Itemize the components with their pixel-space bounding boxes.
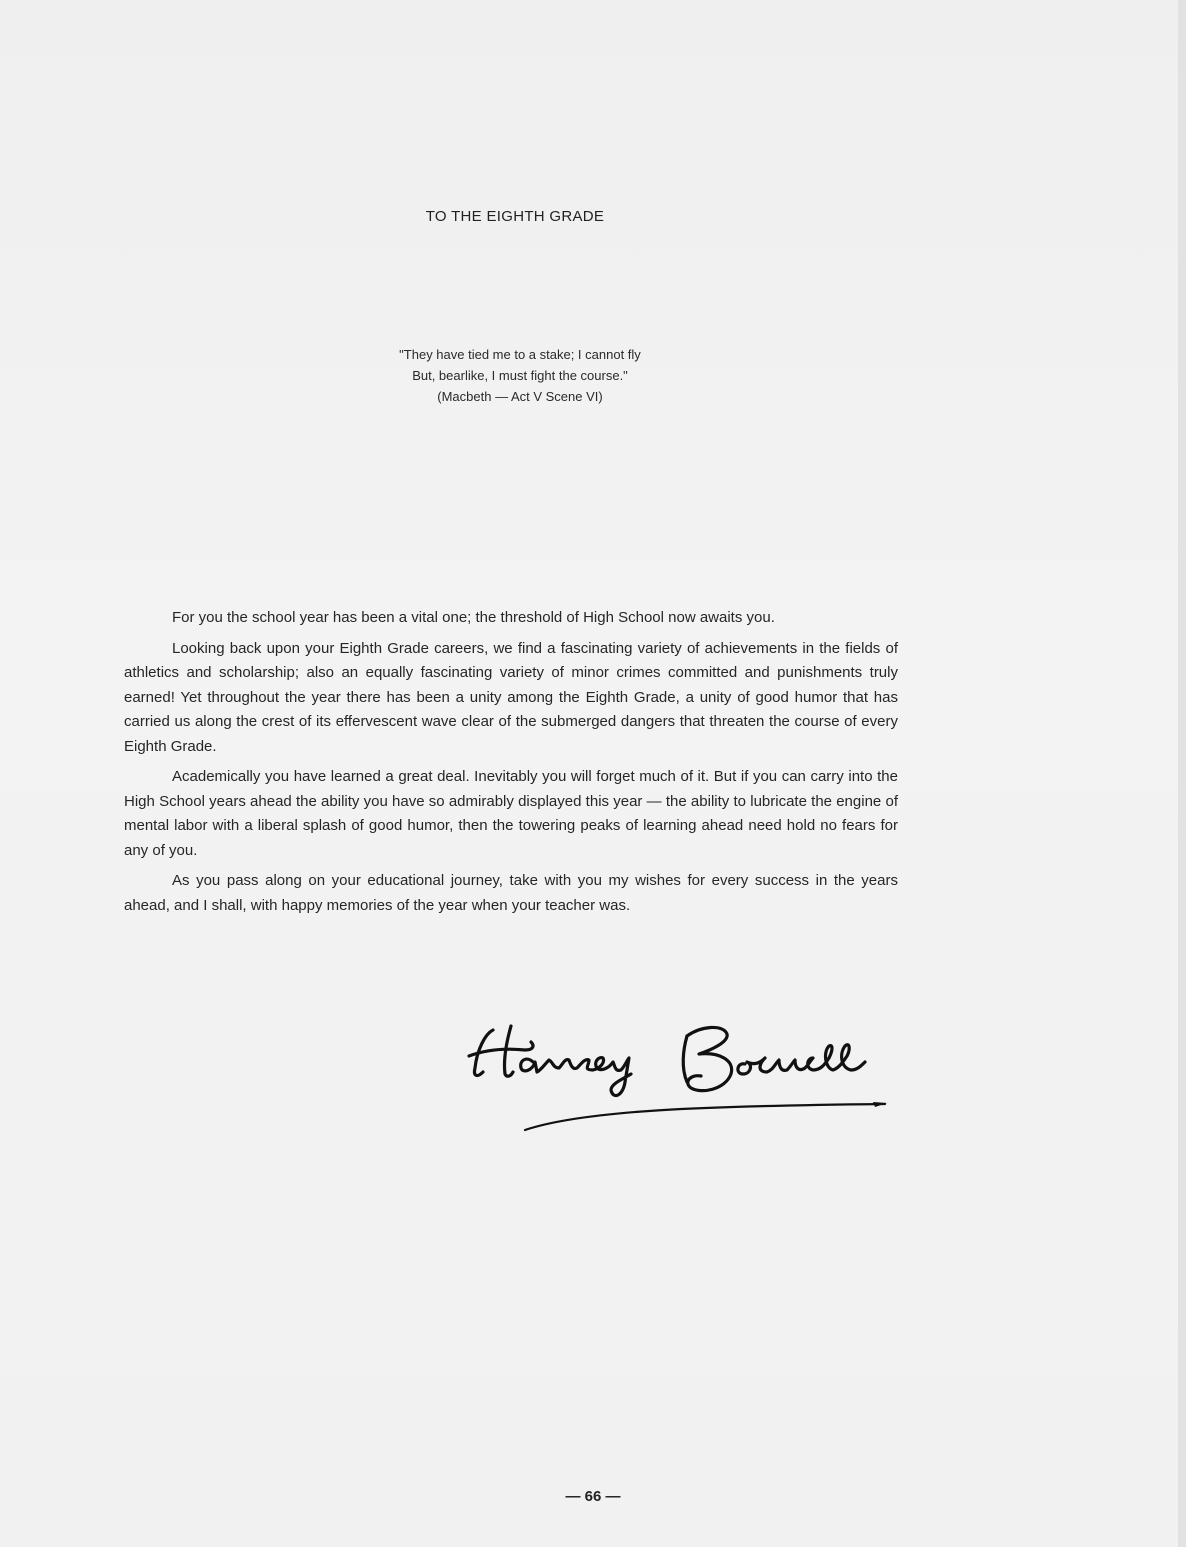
letter-body <box>124 606 898 924</box>
paragraph: Academically you have learned a great deal. Inevitably you will forget much of it. But if you can carry into the High School years ahead the ability you have so admirably displayed this year — the ability to lubricate the engine of mental labor with a liberal splash of good humor, then the towering peaks of learning ahead need hold no fears for any of you. <box>124 768 898 859</box>
epigraph-quote <box>300 344 740 407</box>
paragraph: As you pass along on your educational journey, take with you my wishes for every success in the years ahead, and I shall, with happy memories of the year when your teacher was. <box>124 872 898 914</box>
signature-drawing <box>455 1010 895 1140</box>
quote-line-2: But, bearlike, I must fight the course." <box>412 368 628 383</box>
paragraph: For you the school year has been a vital one; the threshold of High School now awaits you. <box>172 609 775 626</box>
page-edge <box>1178 0 1186 1547</box>
handwritten-signature <box>455 1010 895 1140</box>
quote-line-1: "They have tied me to a stake; I cannot fly <box>399 347 641 362</box>
page-title: TO THE EIGHTH GRADE <box>425 208 605 225</box>
quote-source: (Macbeth — Act V Scene VI) <box>437 389 603 404</box>
paragraph: Looking back upon your Eighth Grade careers, we find a fascinating variety of achievements in the fields of athletics and scholarship; also an equally fascinating variety of minor crimes committed and punishments truly earned! Yet throughout the year there has been a unity among the Eighth Grade, a unity of good humor that has carried us along the crest of its effervescent wave clear of the submerged dangers that threaten the course of every Eighth Grade. <box>124 639 898 755</box>
page-number: — 66 — <box>565 1488 621 1505</box>
